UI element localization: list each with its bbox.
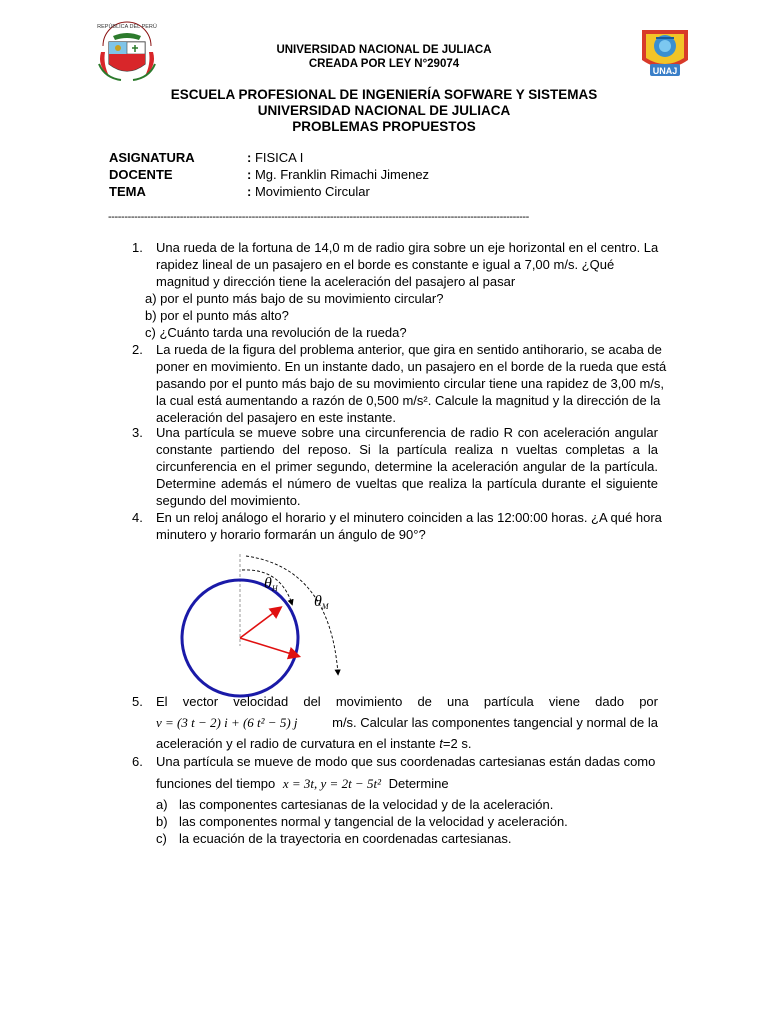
tema-label: TEMA bbox=[109, 184, 146, 199]
velocity-formula: v = (3 t − 2) i + (6 t² − 5) j bbox=[156, 715, 298, 730]
meta-tema: TEMA : Movimiento Circular bbox=[109, 184, 370, 199]
sub-question: b) por el punto más alto? bbox=[145, 308, 289, 323]
minute-hand-arrow bbox=[240, 638, 298, 656]
docente-value: Mg. Franklin Rimachi Jimenez bbox=[254, 167, 430, 182]
problem-line: Una rueda de la fortuna de 14,0 m de radio gira sobre un eje horizontal en el centro. La bbox=[156, 240, 659, 255]
problem-number: 1. bbox=[132, 240, 143, 255]
docente-label: DOCENTE bbox=[109, 167, 173, 182]
problem-number: 5. bbox=[132, 694, 143, 709]
sub-question: a) por el punto más bajo de su movimiento circular? bbox=[145, 291, 444, 306]
position-formula: x = 3t, y = 2t − 5t² bbox=[282, 776, 381, 791]
tema-value: Movimiento Circular bbox=[254, 184, 370, 199]
problem-line: Una partícula se mueve sobre una circunferencia de radio R con aceleración angular bbox=[156, 425, 658, 440]
sub-question: a) las componentes cartesianas de la velocidad y de la aceleración. bbox=[156, 797, 554, 812]
problem-line: circunferencia en el primer segundo, determine la aceleración angular de la partícula. bbox=[156, 459, 658, 474]
problem-line: aceleración del pasajero en este instante. bbox=[156, 410, 396, 425]
problem-line: constante partiendo del reposo. Si la partícula realiza n vueltas completas a la bbox=[156, 442, 658, 457]
problem-line: rapidez lineal de un pasajero en el borde es constante e igual a 7,00 m/s. ¿Qué bbox=[156, 257, 615, 272]
sub-question: b) las componentes normal y tangencial de la velocidad y aceleración. bbox=[156, 814, 568, 829]
school-title: ESCUELA PROFESIONAL DE INGENIERÍA SOFWARE Y SISTEMAS bbox=[170, 87, 598, 102]
problem-line: la cual está aumentando a razón de 0,500 m/s². Calcule la magnitud y la dirección de la bbox=[156, 393, 661, 408]
problem-line: aceleración y el radio de curvatura en el instante t=2 s. bbox=[156, 736, 472, 751]
problem-line: El vector velocidad del movimiento de una partícula viene dado por bbox=[156, 694, 658, 709]
problem-number: 6. bbox=[132, 754, 143, 769]
problem-line: Una partícula se mueve de modo que sus coordenadas cartesianas están dadas como bbox=[156, 754, 656, 769]
problem-text: m/s. Calcular las componentes tangencial y normal de la bbox=[332, 715, 658, 730]
sub-question: c) la ecuación de la trayectoria en coordenadas cartesianas. bbox=[156, 831, 512, 846]
university-title: UNIVERSIDAD NACIONAL DE JULIACA bbox=[257, 103, 511, 118]
problem-line bbox=[156, 715, 658, 732]
problem-number: 3. bbox=[132, 425, 143, 440]
problem-line: segundo del movimiento. bbox=[156, 493, 301, 508]
separator-line: --------------------------------------------------------------------------------------------------------------------------------- bbox=[108, 211, 529, 223]
svg-text:UNAJ: UNAJ bbox=[652, 66, 678, 76]
problem-line: poner en movimiento. En un instante dado, un pasajero en el borde de la rueda que está bbox=[156, 359, 667, 374]
problem-line: pasando por el punto más bajo de su movimiento circular tiene una rapidez de 3,00 m/s, bbox=[156, 376, 665, 391]
problem-line: Determine además el número de vueltas que realiza la partícula durante el siguiente bbox=[156, 476, 658, 491]
theta-m-label: θM bbox=[314, 593, 329, 611]
sub-question: c) ¿Cuánto tarda una revolución de la rueda? bbox=[145, 325, 407, 340]
problem-line: funciones del tiempo x = 3t, y = 2t − 5t² Determine bbox=[156, 776, 449, 791]
hour-hand-arrow bbox=[240, 608, 280, 638]
university-name: UNIVERSIDAD NACIONAL DE JULIACA bbox=[276, 44, 492, 56]
problem-line: En un reloj análogo el horario y el minutero coinciden a las 12:00:00 horas. ¿A qué hora bbox=[156, 510, 662, 525]
problem-line: La rueda de la figura del problema anterior, que gira en sentido antihorario, se acaba de bbox=[156, 342, 662, 357]
problem-number: 2. bbox=[132, 342, 143, 357]
problem-number: 4. bbox=[132, 510, 143, 525]
problem-line: minutero y horario formarán un ángulo de 90°? bbox=[156, 527, 426, 542]
meta-asignatura: ASIGNATURA : FISICA I bbox=[109, 150, 304, 165]
meta-docente: DOCENTE : Mg. Franklin Rimachi Jimenez bbox=[109, 167, 430, 182]
clock-figure bbox=[180, 548, 360, 698]
theta-h-label: θH bbox=[264, 575, 278, 593]
svg-text:REPÚBLICA DEL PERÚ: REPÚBLICA DEL PERÚ bbox=[97, 24, 157, 30]
asignatura-value: FISICA I bbox=[254, 150, 304, 165]
university-law: CREADA POR LEY N°29074 bbox=[308, 58, 460, 70]
problem-line: magnitud y dirección tiene la aceleración del pasajero al pasar bbox=[156, 274, 516, 289]
document-title: PROBLEMAS PROPUESTOS bbox=[292, 119, 476, 134]
asignatura-label: ASIGNATURA bbox=[109, 150, 195, 165]
